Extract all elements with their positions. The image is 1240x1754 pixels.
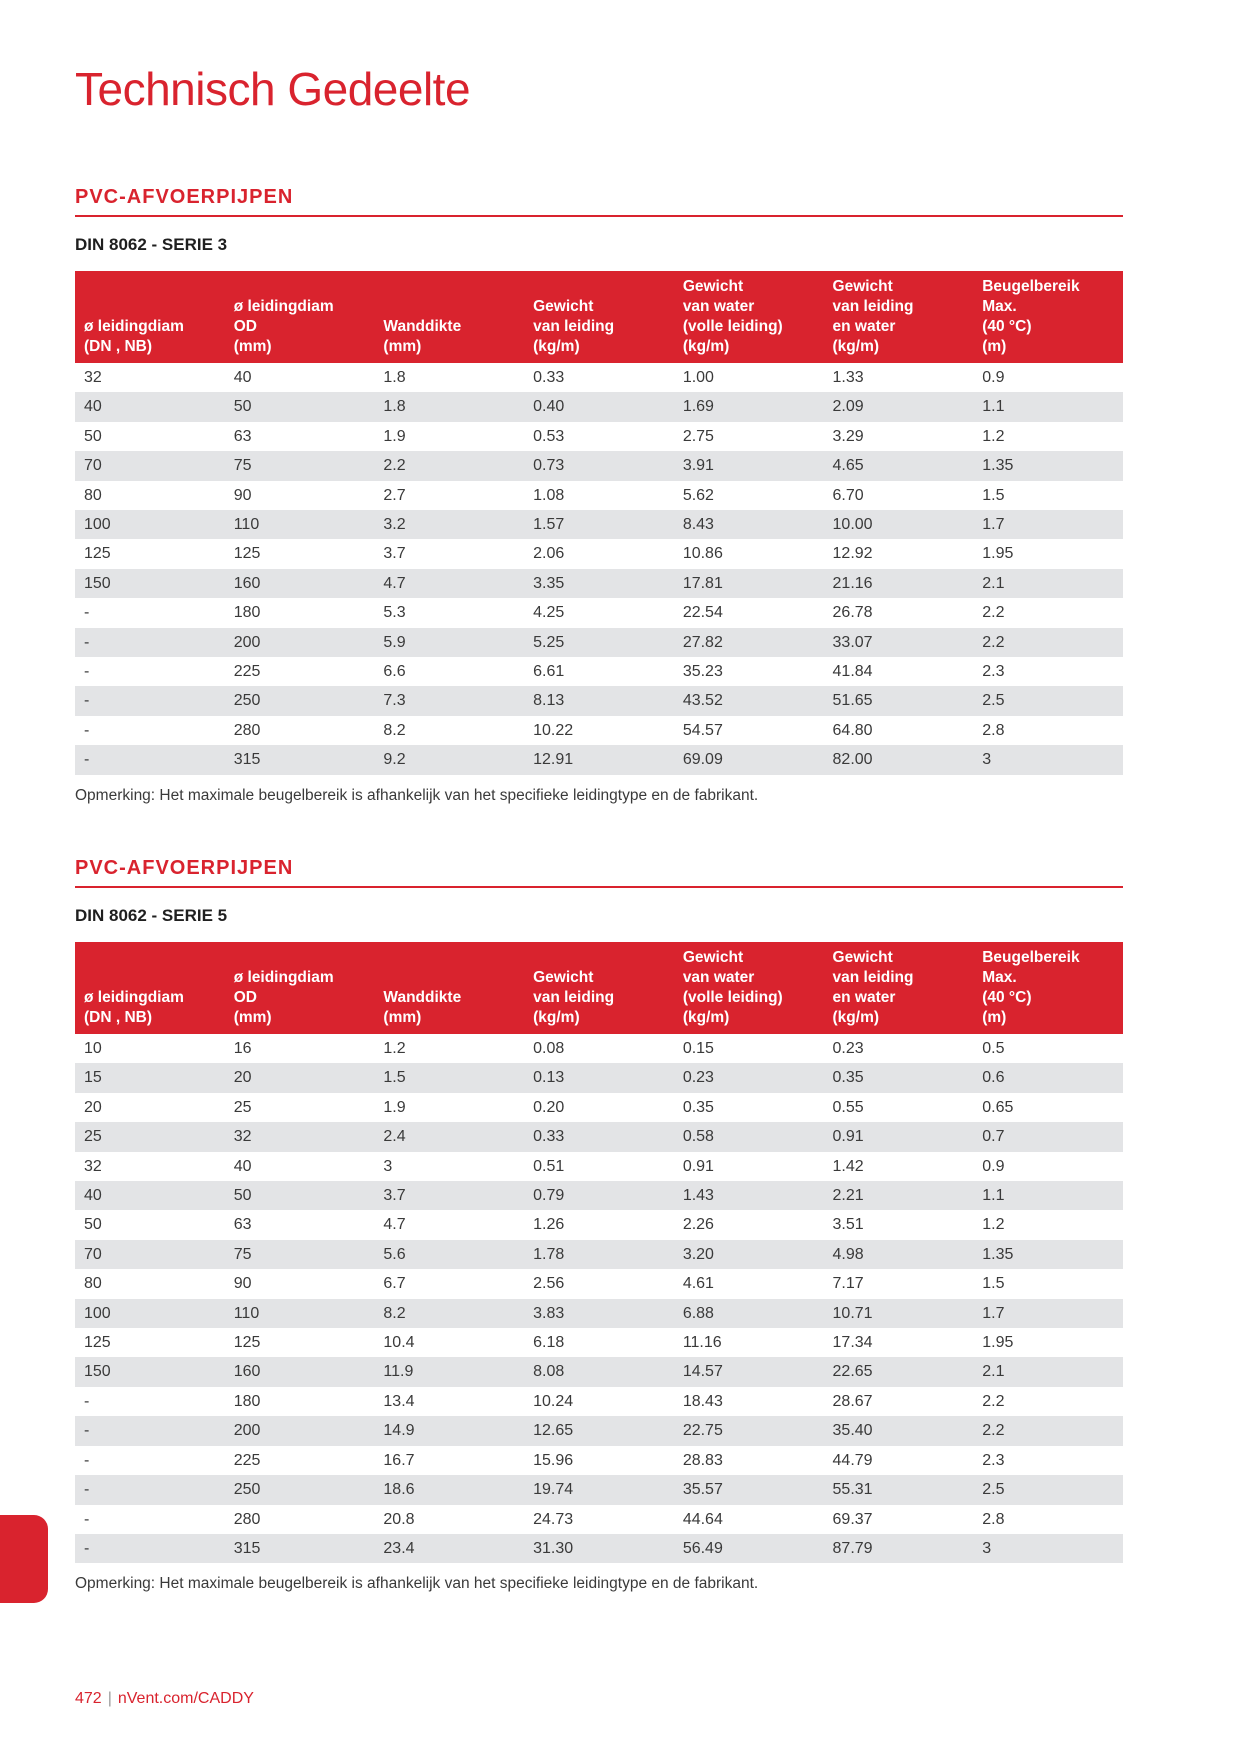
table-row [75,539,1123,568]
table-cell: - [84,1451,90,1469]
table-cell: 125 [84,1334,111,1352]
table-cell: 2.06 [533,545,565,563]
table-cell: - [75,1534,225,1563]
table-cell: 5.9 [374,628,524,657]
table-cell: 0.91 [682,1157,714,1175]
column-header: Wanddikte (mm) [374,942,524,1034]
table-cell: 1.42 [832,1157,864,1175]
table-row [75,1475,1123,1504]
table-cell: 13.4 [383,1392,415,1410]
table-row [75,1534,1123,1563]
table-cell: 0.7 [973,1122,1123,1151]
table-row [75,1240,1123,1269]
table-cell: 8.2 [374,1299,524,1328]
table-row [75,1210,1123,1239]
table-cell: 3.83 [524,1299,674,1328]
table-cell: 70 [75,1240,225,1269]
table-cell: - [75,1416,225,1445]
table-cell: 1.35 [973,1240,1123,1269]
table-cell: 1.1 [973,1181,1123,1210]
table-row [75,1122,1123,1151]
table-cell: 32 [84,1157,102,1175]
table-cell: 63 [233,1216,252,1234]
page-footer [75,1690,254,1708]
table-row [75,392,1123,421]
table-cell: 0.58 [674,1122,824,1151]
table-row [75,1034,1123,1063]
table-cell: 160 [225,569,375,598]
table-cell: - [75,745,225,774]
table-row [75,1063,1123,1092]
table-cell: 1.9 [383,427,406,445]
table-cell: 1.2 [982,1216,1005,1234]
table-cell: 17.34 [832,1334,873,1352]
table-cell: 125 [233,545,261,563]
column-header: Gewicht van water (volle leiding) (kg/m) [674,271,824,363]
table-cell: 2.5 [973,686,1123,715]
table-cell: 110 [225,1299,375,1328]
table-cell: 5.25 [524,628,674,657]
table-cell: 125 [84,545,111,563]
column-header: ø leidingdiam OD (mm) [225,271,375,363]
table-cell: 1.7 [973,510,1123,539]
table-cell: 1.26 [533,1216,565,1234]
table-cell: 90 [233,486,252,504]
table-cell: 28.83 [682,1451,723,1469]
table-cell: 35.23 [682,663,723,681]
table-cell: - [75,628,225,657]
table-cell: 50 [225,392,375,421]
table-row [75,1416,1123,1445]
table-cell: 160 [225,1357,375,1386]
table-cell: 3.7 [374,1181,524,1210]
column-header: ø leidingdiam (DN , NB) [75,271,225,363]
data-table [75,942,1123,1563]
table-cell: 0.53 [533,427,565,445]
table-cell: 2.2 [982,604,1005,622]
table-cell: 11.9 [374,1357,524,1386]
table-cell: 2.2 [973,1416,1123,1445]
table-cell: 8.13 [524,686,674,715]
table-cell: 6.88 [674,1299,824,1328]
table-cell: 3 [973,1534,1123,1563]
table-cell: 1.08 [533,486,565,504]
table-cell: 12.91 [524,745,674,774]
table-cell: 0.23 [674,1063,824,1092]
table-cell: 27.82 [674,628,824,657]
table-cell: 21.16 [824,569,974,598]
table-row [75,1181,1123,1210]
table-cell: 18.43 [682,1392,723,1410]
table-cell: 150 [75,569,225,598]
table-cell: 0.5 [982,1040,1005,1057]
table-cell: 2.2 [973,628,1123,657]
table-cell: 2.2 [374,451,524,480]
table-note: Opmerking: Het maximale beugelbereik is afhankelijk van het specifieke leidingtype en de fabrikant. [75,786,759,804]
table-cell: 69.37 [832,1510,873,1528]
table-cell: 4.25 [533,604,565,622]
table-row [75,363,1123,392]
side-tab-marker [0,1515,48,1603]
table-cell: 2.21 [824,1181,974,1210]
table-cell: 315 [225,745,375,774]
table-row [75,1357,1123,1386]
table-cell: 19.74 [524,1475,674,1504]
table-cell: 3.51 [832,1216,864,1234]
table-cell: 10.22 [533,721,574,739]
table-cell: 5.62 [682,486,714,504]
table-cell: 17.81 [674,569,824,598]
table-cell: 200 [225,628,375,657]
table-header-row [75,271,1123,363]
table-section-serie-5 [75,857,1123,1593]
table-cell: 0.35 [682,1098,714,1116]
table-cell: 1.78 [524,1240,674,1269]
table-cell: 1.00 [682,369,714,386]
table-body [75,363,1123,775]
table-cell: 32 [225,1122,375,1151]
table-cell: 1.9 [383,1098,406,1116]
table-cell: 87.79 [824,1534,974,1563]
table-cell: 2.5 [973,1475,1123,1504]
table-cell: 82.00 [824,745,974,774]
table-cell: - [75,686,225,715]
table-cell: 1.1 [973,392,1123,421]
table-cell: 6.70 [832,486,864,504]
table-cell: 50 [84,1216,102,1234]
table-cell: 6.61 [533,663,565,681]
table-cell: 63 [233,427,252,445]
table-cell: 90 [233,1275,252,1293]
table-cell: 0.08 [533,1040,565,1057]
table-cell: - [84,721,90,739]
table-cell: 10.4 [383,1334,415,1352]
table-row [75,422,1123,451]
table-cell: 1.5 [982,1275,1005,1293]
table-cell: 15 [75,1063,225,1092]
table-cell: 15.96 [533,1451,574,1469]
table-cell: 75 [225,451,375,480]
table-cell: 7.17 [832,1275,864,1293]
column-header: Gewicht van water (volle leiding) (kg/m) [674,942,824,1034]
table-cell: 70 [75,451,225,480]
table-row [75,628,1123,657]
table-row [75,686,1123,715]
table-cell: 80 [84,486,102,504]
table-cell: 44.79 [832,1451,873,1469]
column-header: ø leidingdiam OD (mm) [225,942,375,1034]
table-cell: 4.7 [383,1216,406,1234]
table-cell: 2.3 [982,663,1005,681]
table-row [75,598,1123,627]
table-cell: 2.8 [982,721,1005,739]
table-cell: 75 [225,1240,375,1269]
table-cell: 2.09 [824,392,974,421]
table-cell: 56.49 [674,1534,824,1563]
table-row [75,510,1123,539]
table-cell: 0.23 [832,1040,864,1057]
table-cell: 125 [233,1334,261,1352]
table-cell: 250 [225,686,375,715]
table-cell: 0.33 [533,369,565,386]
table-row [75,1152,1123,1181]
column-header: Wanddikte (mm) [374,271,524,363]
table-cell: 0.79 [524,1181,674,1210]
table-row [75,481,1123,510]
table-row [75,1269,1123,1298]
table-cell: 32 [84,369,102,386]
table-cell: 1.33 [832,369,864,386]
table-cell: 1.95 [982,545,1014,563]
table-cell: 9.2 [374,745,524,774]
table-cell: 14.57 [674,1357,824,1386]
table-cell: 0.65 [982,1098,1014,1116]
column-header: Gewicht van leiding en water (kg/m) [824,271,974,363]
table-cell: 225 [233,663,261,681]
table-row [75,1387,1123,1416]
table-cell: 1.2 [982,427,1005,445]
table-cell: 2.26 [682,1216,714,1234]
table-cell: 10.24 [533,1392,574,1410]
table-cell: 22.65 [824,1357,974,1386]
table-cell: 3.7 [383,545,406,563]
table-cell: 0.13 [524,1063,674,1092]
table-cell: 3 [973,745,1123,774]
table-cell: 1.8 [374,392,524,421]
table-cell: 28.67 [832,1392,873,1410]
page-title: Technisch Gedeelte [75,63,471,115]
table-cell: 3.29 [832,427,864,445]
column-header: Beugelbereik Max. (40 °C) (m) [973,942,1123,1034]
table-cell: 24.73 [533,1510,574,1528]
table-cell: 10.00 [824,510,974,539]
table-cell: 1.95 [982,1334,1014,1352]
table-cell: 1.57 [524,510,674,539]
table-cell: 41.84 [832,663,873,681]
table-cell: 150 [75,1357,225,1386]
table-cell: 0.91 [824,1122,974,1151]
table-cell: 14.9 [374,1416,524,1445]
table-cell: 22.54 [682,604,723,622]
table-cell: 0.55 [832,1098,864,1116]
table-cell: 280 [233,1510,261,1528]
table-cell: 2.1 [973,1357,1123,1386]
table-section-serie-3 [75,186,1123,805]
table-cell: 180 [233,1392,261,1410]
table-cell: 16.7 [383,1451,415,1469]
table-cell: 35.40 [824,1416,974,1445]
table-cell: 20.8 [383,1510,415,1528]
table-cell: 43.52 [674,686,824,715]
table-cell: 10.71 [824,1299,974,1328]
table-cell: 280 [233,721,261,739]
table-cell: 4.61 [682,1275,714,1293]
table-cell: 16 [233,1040,252,1057]
table-cell: 3.35 [524,569,674,598]
table-cell: 2.1 [973,569,1123,598]
table-cell: 2.3 [982,1451,1005,1469]
table-cell: 69.09 [674,745,824,774]
table-cell: - [84,1392,90,1410]
section-heading: PVC-AFVOERPIJPEN [75,857,1123,888]
table-cell: 20 [225,1063,375,1092]
table-row [75,451,1123,480]
table-cell: 1.43 [674,1181,824,1210]
table-cell: 1.69 [674,392,824,421]
table-cell: - [84,1510,90,1528]
table-cell: 180 [233,604,261,622]
table-cell: 3.2 [374,510,524,539]
table-cell: 50 [225,1181,375,1210]
column-header: Beugelbereik Max. (40 °C) (m) [973,271,1123,363]
footer-separator: | [107,1690,112,1707]
table-cell: 25 [75,1122,225,1151]
table-row [75,569,1123,598]
table-cell: 23.4 [374,1534,524,1563]
table-cell: 26.78 [832,604,873,622]
column-header: Gewicht van leiding en water (kg/m) [824,942,974,1034]
table-cell: 40 [75,392,225,421]
table-subheading: DIN 8062 - SERIE 3 [75,235,228,254]
table-cell: 1.35 [973,451,1123,480]
table-cell: 51.65 [824,686,974,715]
table-cell: 0.6 [973,1063,1123,1092]
table-cell: 33.07 [824,628,974,657]
table-cell: 31.30 [524,1534,674,1563]
table-cell: 0.40 [524,392,674,421]
table-cell: 8.43 [674,510,824,539]
column-header: Gewicht van leiding (kg/m) [524,271,674,363]
column-header: Gewicht van leiding (kg/m) [524,942,674,1034]
table-cell: 200 [225,1416,375,1445]
table-cell: 20 [84,1098,102,1116]
table-cell: 0.20 [533,1098,565,1116]
table-cell: 6.6 [383,663,406,681]
table-cell: 1.5 [982,486,1005,504]
table-cell: 2.56 [533,1275,565,1293]
table-row [75,745,1123,774]
table-cell: 4.7 [374,569,524,598]
table-cell: 7.3 [374,686,524,715]
table-cell: 0.9 [982,369,1005,386]
table-cell: 2.4 [374,1122,524,1151]
table-cell: 3.20 [674,1240,824,1269]
section-heading: PVC-AFVOERPIJPEN [75,186,1123,217]
table-cell: 4.98 [824,1240,974,1269]
table-cell: 10 [84,1040,102,1057]
table-cell: 3.91 [674,451,824,480]
table-cell: 18.6 [374,1475,524,1504]
table-cell: 25 [233,1098,252,1116]
table-row [75,1093,1123,1122]
table-note: Opmerking: Het maximale beugelbereik is afhankelijk van het specifieke leidingtype en de fabrikant. [75,1575,759,1593]
table-cell: 44.64 [682,1510,723,1528]
table-cell: 0.73 [524,451,674,480]
table-cell: 2.7 [383,486,406,504]
table-cell: 0.33 [524,1122,674,1151]
table-cell: 80 [84,1275,102,1293]
table-subheading: DIN 8062 - SERIE 5 [75,906,228,925]
page-number: 472 [75,1690,102,1707]
table-row [75,657,1123,686]
table-cell: 2.8 [982,1510,1005,1528]
footer-website-link[interactable]: nVent.com/CADDY [117,1690,254,1707]
table-cell: - [84,663,90,681]
table-cell: 6.18 [533,1334,565,1352]
table-cell: - [75,1475,225,1504]
table-cell: 5.3 [383,604,406,622]
table-cell: 40 [233,369,252,386]
column-header: ø leidingdiam (DN , NB) [75,942,225,1034]
table-cell: 55.31 [824,1475,974,1504]
table-cell: 315 [225,1534,375,1563]
table-cell: 1.8 [383,369,406,386]
table-cell: 0.51 [533,1157,565,1175]
table-cell: 22.75 [674,1416,824,1445]
table-row [75,1446,1123,1475]
table-cell: 2.2 [982,1392,1005,1410]
table-cell: 100 [75,1299,225,1328]
table-cell: 3 [383,1157,393,1175]
table-cell: 4.65 [824,451,974,480]
table-cell: 0.15 [682,1040,714,1057]
table-cell: 11.16 [682,1334,722,1352]
table-cell: 1.5 [374,1063,524,1092]
table-cell: 1.7 [973,1299,1123,1328]
table-cell: 2.75 [682,427,714,445]
table-row [75,1505,1123,1534]
table-cell: 100 [75,510,225,539]
table-row [75,1328,1123,1357]
table-row [75,716,1123,745]
table-cell: 1.2 [383,1040,406,1057]
table-cell: 110 [225,510,375,539]
table-cell: 5.6 [374,1240,524,1269]
table-cell: 40 [75,1181,225,1210]
table-cell: 0.9 [982,1157,1005,1175]
table-header-row [75,942,1123,1034]
table-cell: 8.08 [524,1357,674,1386]
table-cell: 250 [225,1475,375,1504]
table-cell: 54.57 [682,721,723,739]
table-cell: 35.57 [674,1475,824,1504]
table-cell: 12.65 [524,1416,674,1445]
table-body [75,1034,1123,1563]
table-cell: 0.35 [824,1063,974,1092]
table-cell: 8.2 [383,721,406,739]
table-cell: 40 [233,1157,252,1175]
table-cell: 6.7 [383,1275,406,1293]
table-cell: 64.80 [832,721,873,739]
data-table [75,271,1123,775]
table-cell: 225 [233,1451,261,1469]
table-row [75,1299,1123,1328]
table-cell: - [84,604,90,622]
table-cell: 10.86 [682,545,723,563]
table-cell: 12.92 [832,545,873,563]
table-cell: 50 [84,427,102,445]
